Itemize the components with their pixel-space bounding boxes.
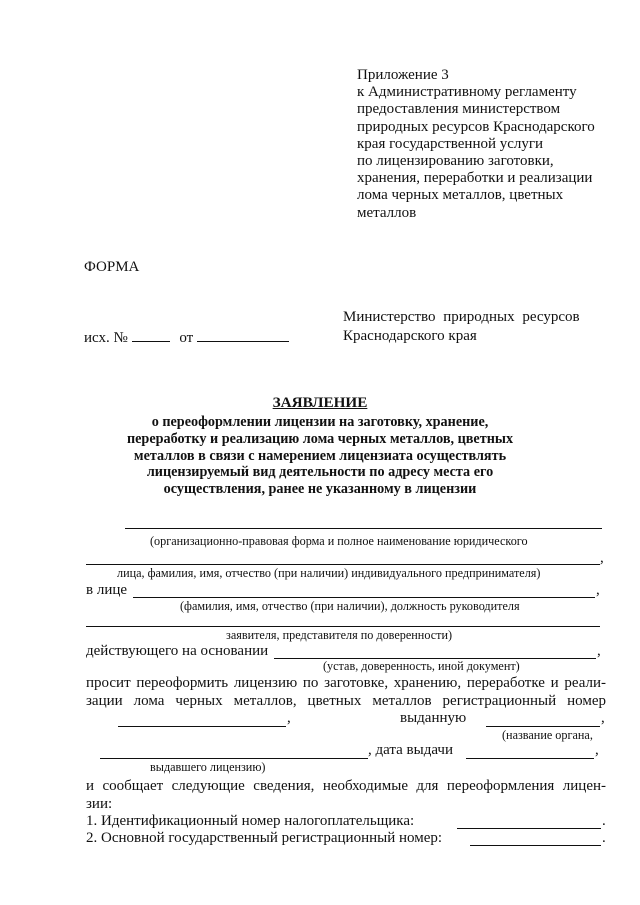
caption-basis-doc: (устав, доверенность, иной документ) [323, 659, 520, 673]
request-line-2: зации лома черных металлов, цветных металлов регистрационный номер [86, 693, 606, 709]
appendix-line: Приложение 3 [357, 67, 449, 83]
appendix-line: хранения, переработки и реализации [357, 170, 593, 187]
subject-line: осуществления, ранее не указанному в лицензии [163, 481, 477, 498]
issued-label: выданную [400, 710, 467, 726]
appendix-line: предоставления министерством [357, 101, 561, 118]
in-person-label: в лице [86, 582, 128, 598]
appendix-line: металлов [357, 204, 417, 221]
caption-org-form: (организационно-правовая форма и полное наименование юридического [150, 534, 528, 548]
issuer-field[interactable] [486, 726, 600, 727]
caption-issuer-2: выдавшего лицензию) [150, 760, 266, 774]
issuer-field-2[interactable] [100, 758, 368, 759]
subject-line: лицензируемый вид деятельности по адресу места его [146, 464, 494, 481]
document-title: ЗАЯВЛЕНИЕ [272, 394, 368, 411]
form-label: ФОРМА [84, 259, 140, 275]
ref-date-label: от [179, 330, 194, 346]
caption-issuer-1: (название органа, [502, 728, 593, 742]
reports-line-1: и сообщает следующие сведения, необходимые для переоформления лицен- [86, 778, 606, 794]
ref-number-field[interactable] [132, 329, 170, 342]
ogrn-field[interactable] [470, 845, 601, 846]
request-line-1: просит переоформить лицензию по заготовке, хранению, переработке и реали- [86, 675, 606, 691]
subject-line: металлов в связи с намерением лицензиата осуществлять [133, 447, 507, 464]
appendix-block [357, 67, 617, 222]
appendix-line: по лицензированию заготовки, [357, 153, 554, 170]
addressee-line: Краснодарского края [343, 328, 477, 344]
registration-number-field[interactable] [118, 726, 286, 727]
document-subject [100, 414, 540, 498]
ref-date-field[interactable] [197, 329, 289, 342]
reports-line-2: зии: [86, 796, 113, 812]
head-name-field[interactable] [133, 597, 595, 598]
issue-date-field[interactable] [466, 758, 594, 759]
org-name-field[interactable] [125, 528, 602, 529]
addressee-block [343, 308, 603, 346]
appendix-line: природных ресурсов Краснодарского [357, 118, 595, 135]
appendix-line: края государственной услуги [357, 135, 544, 152]
caption-representative: заявителя, представителя по доверенности) [226, 628, 453, 642]
item-ogrn-label: 2. Основной государственный регистрационный номер: [86, 830, 443, 846]
appendix-line: к Административному регламенту [357, 84, 577, 101]
subject-line: о переоформлении лицензии на заготовку, хранение, [151, 414, 489, 430]
acting-basis-label: действующего на основании [86, 643, 269, 659]
item-inn-label: 1. Идентификационный номер налогоплательщика: [86, 813, 415, 829]
outgoing-reference [84, 329, 289, 347]
caption-entrepreneur: лица, фамилия, имя, отчество (при наличии) индивидуального предпринимателя) [117, 566, 541, 580]
issue-date-label: , дата выдачи [368, 742, 453, 758]
head-name-field-2[interactable] [86, 626, 600, 627]
appendix-line: лома черных металлов, цветных [357, 187, 564, 204]
subject-line: переработку и реализацию лома черных металлов, цветных [126, 430, 514, 447]
inn-field[interactable] [457, 828, 601, 829]
caption-head-name: (фамилия, имя, отчество (при наличии), должность руководителя [180, 599, 520, 613]
ref-number-label: исх. № [84, 330, 128, 346]
org-name-field-2[interactable] [86, 564, 600, 565]
addressee-line: Министерство природных ресурсов [343, 309, 580, 325]
